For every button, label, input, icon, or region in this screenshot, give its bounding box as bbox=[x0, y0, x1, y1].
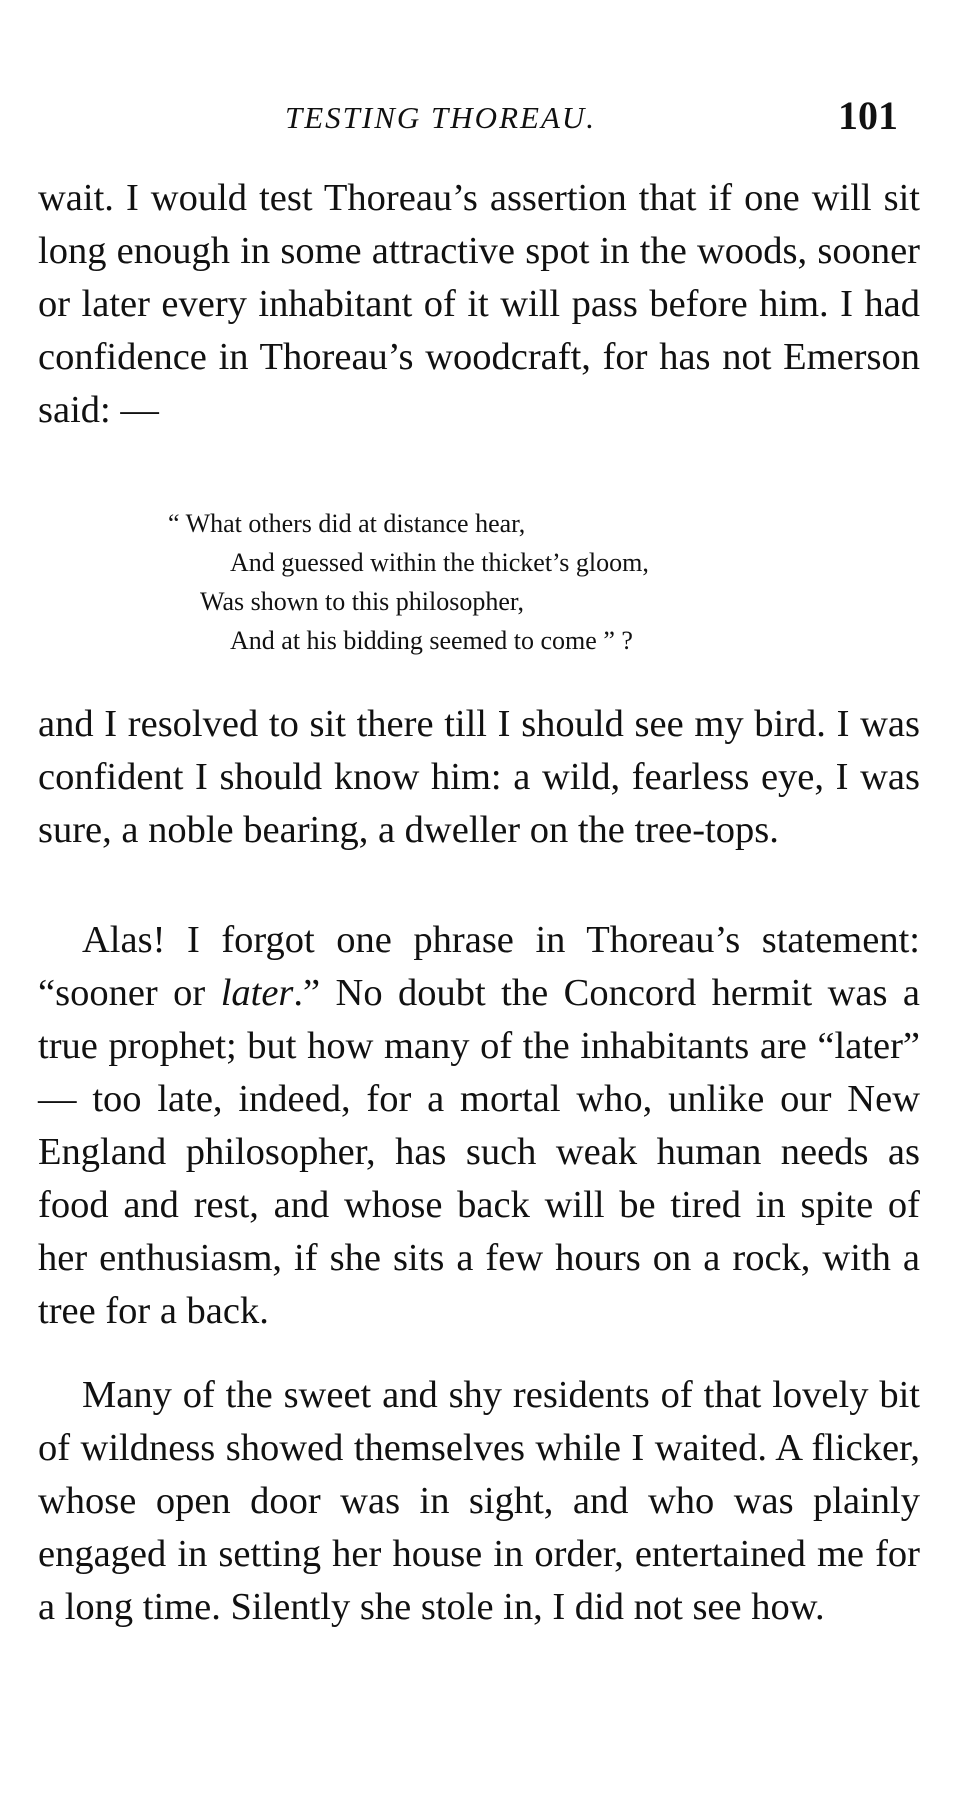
paragraph-alas bbox=[38, 914, 920, 1338]
poem-quotation bbox=[168, 504, 868, 660]
paragraph-opening: wait. I would test Thoreau’s assertion that if one will sit long enough in some attractive spot in the woods, sooner or later every inhabitant of it will pass before him. I had confidence in Thoreau’s woodcraft, for has not Emerson said: — bbox=[38, 177, 920, 431]
alas-italic-word: later bbox=[220, 972, 294, 1014]
poem-line: And at his bidding seemed to come ” ? bbox=[230, 626, 633, 655]
page-number: 101 bbox=[838, 93, 898, 138]
poem-line: Was shown to this philosopher, bbox=[200, 587, 525, 616]
poem-line: And guessed within the thicket’s gloom, bbox=[230, 548, 649, 577]
poem-line: “ What others did at distance hear, bbox=[168, 509, 526, 538]
paragraph-resolve: and I resolved to sit there till I should see my bird. I was confident I should know him: a wild, fearless eye, I was sure, a noble bearing, a dweller on the tree-tops. bbox=[38, 703, 920, 851]
paragraph-residents: Many of the sweet and shy residents of that lovely bit of wildness showed themselves while I waited. A flicker, whose open door was in sight, and who was plainly engaged in setting her house in order, entertained me for a long time. Silently she stole in, I did not see how. bbox=[38, 1374, 920, 1628]
running-header bbox=[0, 92, 978, 140]
running-title: TESTING THOREAU. bbox=[285, 100, 597, 135]
alas-text-after: .” No doubt the Concord hermit was a true prophet; but how many of the inhabitants are “later” — too late, indeed, for a mortal who, unlike our New England philosopher, has such weak human needs as food and rest, and whose back will be tired in spite of her enthusiasm, if she sits a few hours on a rock, with a tree for a back. bbox=[38, 972, 921, 1332]
alas-text-before: Alas! I forgot one phrase in Thoreau’s statement: “sooner or bbox=[38, 919, 920, 1014]
